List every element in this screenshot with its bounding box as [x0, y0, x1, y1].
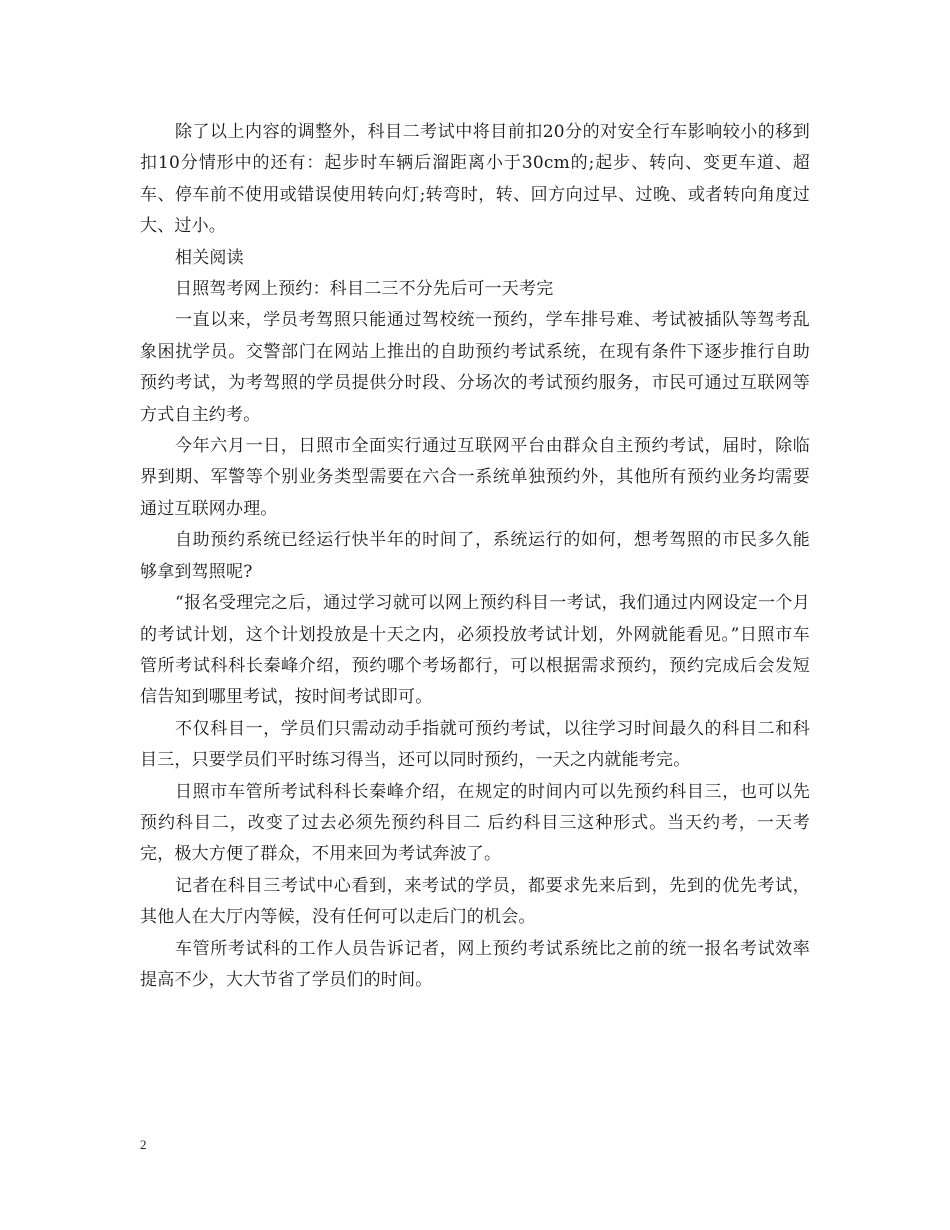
page-number: 2 — [140, 1137, 147, 1152]
related-reading-heading: 相关阅读 — [175, 247, 244, 268]
paragraph-exam-rule-changes: 除了以上内容的调整外，科目二考试中将目前扣20分的对安全行车影响较小的移到扣10分情形中的还有：起步时车辆后溜距离小于30cm的;起步、转向、变更车道、超车、停车前不使用或错误使用转向灯;转弯时，转、回方向过早、过晚、或者转向角度过大、过小。 — [140, 122, 810, 237]
document-body — [140, 117, 810, 996]
paragraph-quote: “报名受理完之后，通过学习就可以网上预约科目一考试，我们通过内网设定一个月的考试计划，这个计划投放是十天之内，必须投放考试计划，外网就能看见。”日照市车管所考试科科长秦峰介绍，预约哪个考场都行，可以根据需求预约，预约完成后会发短信告知到哪里考试，按时间考试即可。 — [140, 593, 810, 708]
paragraph-system-question: 自助预约系统已经运行快半年的时间了，系统运行的如何，想考驾照的市民多久能够拿到驾照呢? — [140, 530, 810, 582]
paragraph-background: 一直以来，学员考驾照只能通过驾校统一预约，学车排号难、考试被插队等驾考乱象困扰学员。交警部门在网站上推出的自助预约考试系统，在现有条件下逐步推行自助预约考试，为考驾照的学员提供分时段、分场次的考试预约服务，市民可通过互联网等方式自主约考。 — [140, 310, 810, 425]
paragraph-exam-center: 记者在科目三考试中心看到，来考试的学员，都要求先来后到，先到的优先考试，其他人在大厅内等候，没有任何可以走后门的机会。 — [140, 875, 810, 928]
article-title: 日照驾考网上预约：科目二三不分先后可一天考完 — [175, 279, 554, 300]
paragraph-subject-one: 不仅科目一，学员们只需动动手指就可预约考试，以往学习时间最久的科目二和科目三，只要学员们平时练习得当，还可以同时预约，一天之内就能考完。 — [140, 718, 810, 771]
paragraph-efficiency: 车管所考试科的工作人员告诉记者，网上预约考试系统比之前的统一报名考试效率提高不少，大大节省了学员们的时间。 — [140, 938, 810, 990]
paragraph-booking-order: 日照市车管所考试科科长秦峰介绍，在规定的时间内可以先预约科目三，也可以先预约科目二，改变了过去必须先预约科目二 后约科目三这种形式。当天约考，一天考完，极大方便了群众，不用来回为考试奔波了。 — [140, 781, 810, 865]
paragraph-june-policy: 今年六月一日，日照市全面实行通过互联网平台由群众自主预约考试，届时，除临界到期、军警等个别业务类型需要在六合一系统单独预约外，其他所有预约业务均需要通过互联网办理。 — [140, 436, 810, 519]
